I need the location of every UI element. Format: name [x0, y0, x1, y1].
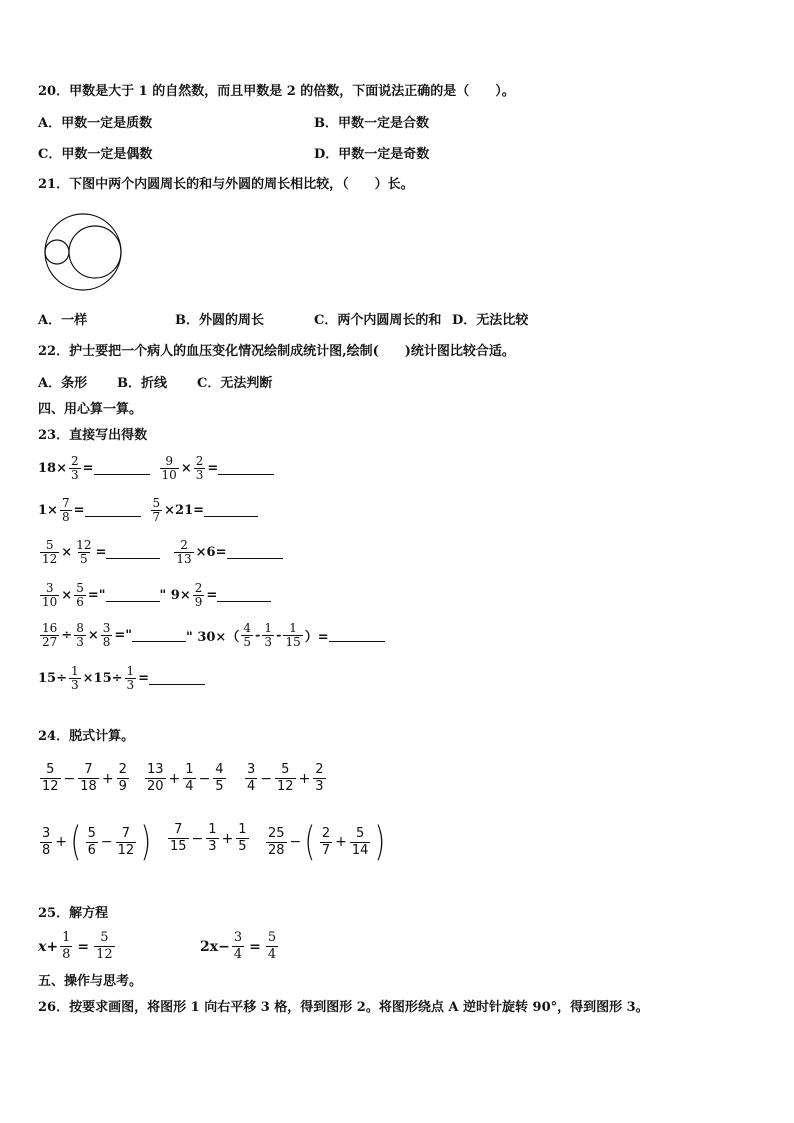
numerator: 5 [87, 825, 96, 841]
answer-blank[interactable] [132, 629, 186, 642]
denominator: 5 [80, 552, 88, 566]
fraction [40, 622, 59, 649]
denominator: 3 [126, 678, 135, 692]
calc-row-5 [38, 622, 385, 649]
numerator: 5 [76, 581, 84, 595]
math-token: - [254, 628, 261, 643]
math-token: − [289, 834, 302, 850]
math-token: = [138, 671, 150, 686]
numerator: 5 [45, 538, 54, 552]
denominator: 15 [285, 635, 301, 649]
math-token: = [82, 461, 94, 476]
denominator: 4 [233, 947, 243, 962]
answer-blank[interactable] [106, 546, 160, 559]
numerator: 5 [356, 825, 365, 841]
denominator: 3 [264, 635, 273, 649]
math-token: − [191, 830, 204, 847]
math-token: = [249, 938, 261, 955]
equation-2 [200, 930, 280, 963]
math-token: × [87, 628, 99, 643]
math-token: ×6= [195, 545, 227, 560]
question-21-stem: 21．下图中两个内圆周长的和与外圆的周长相比较，（ ）长。 [38, 177, 414, 192]
denominator: 9 [194, 595, 203, 609]
denominator: 5 [215, 779, 224, 794]
denominator: 9 [118, 779, 127, 794]
math-token: + [101, 770, 114, 787]
math-token: = [95, 545, 107, 560]
math-token: 2x [200, 938, 219, 955]
numerator: 25 [268, 825, 285, 841]
numerator: 5 [46, 762, 55, 777]
math-token: ×15÷ [82, 671, 123, 686]
numerator: 13 [147, 762, 164, 777]
fraction [117, 762, 129, 795]
math-token: = [73, 503, 85, 518]
denominator: 4 [247, 779, 256, 794]
denominator: 3 [208, 839, 217, 854]
fraction [74, 622, 86, 649]
denominator: 20 [147, 779, 164, 794]
denominator: 18 [80, 779, 97, 794]
fraction [101, 622, 113, 649]
answer-blank[interactable] [217, 589, 271, 602]
denominator: 12 [117, 842, 135, 858]
numerator: 5 [152, 496, 161, 510]
denominator: 8 [102, 635, 111, 649]
numerator: 9 [165, 454, 173, 468]
fraction [145, 762, 166, 795]
fraction [283, 622, 302, 649]
math-token: =" [114, 628, 133, 643]
denominator: 6 [87, 842, 96, 858]
answer-blank[interactable] [149, 672, 205, 685]
numerator: 1 [238, 822, 247, 837]
calc-row-3 [38, 539, 283, 566]
numerator: 7 [121, 825, 131, 841]
fraction [183, 762, 195, 795]
denominator: 10 [42, 595, 58, 609]
numerator: 2 [315, 762, 324, 777]
fraction [74, 582, 86, 609]
denominator: 28 [268, 842, 285, 858]
numerator: 2 [70, 454, 79, 468]
fraction [193, 582, 205, 609]
fraction [69, 665, 81, 692]
math-token: =" [87, 588, 106, 603]
fraction [236, 822, 248, 855]
denominator: 12 [96, 947, 113, 962]
numerator: 3 [233, 930, 243, 945]
numerator: 12 [76, 538, 92, 552]
numerator: 4 [243, 621, 251, 635]
numerator: 5 [267, 930, 277, 945]
question-21-option-c: C．两个内圆周长的和 [314, 313, 442, 328]
fraction [60, 497, 72, 524]
denominator: 13 [176, 552, 192, 566]
numerator: 5 [100, 930, 109, 945]
question-20-option-c: C．甲数一定是偶数 [38, 147, 153, 162]
fraction [313, 762, 325, 795]
math-token: − [100, 834, 113, 850]
fraction [160, 455, 179, 482]
question-26-stem: 26．按要求画图，将图形 1 向右平移 3 格，得到图形 2。将图形绕点 A 逆时针旋转 90°，得到图形 3。 [38, 1000, 649, 1015]
expression-6 [264, 819, 388, 865]
right-paren: ) [140, 819, 152, 865]
fraction [151, 497, 163, 524]
right-paren: ) [374, 819, 386, 865]
large-inner-circle [69, 226, 121, 278]
numerator: 16 [42, 621, 58, 635]
math-token: + [221, 830, 234, 847]
fraction [168, 822, 189, 855]
fraction [232, 930, 244, 963]
math-token: 18× [38, 461, 67, 476]
numerator: 7 [84, 762, 93, 777]
math-token: × [180, 461, 192, 476]
answer-blank[interactable] [329, 629, 385, 642]
numerator: 7 [174, 822, 183, 837]
expression-3 [243, 762, 328, 795]
answer-blank[interactable] [85, 504, 141, 517]
denominator: 5 [243, 635, 251, 649]
math-token: × [61, 588, 73, 603]
fraction [245, 762, 257, 795]
calc-row-4 [38, 582, 271, 609]
math-token: ×21= [164, 503, 205, 518]
fraction [116, 826, 137, 859]
fraction [78, 762, 99, 795]
question-24-stem: 24．脱式计算。 [38, 729, 135, 744]
answer-blank[interactable] [106, 589, 160, 602]
math-token: ÷ [61, 628, 73, 643]
denominator: 6 [76, 595, 84, 609]
denominator: 3 [70, 678, 79, 692]
numerator: 1 [264, 621, 273, 635]
fraction [266, 930, 278, 963]
fraction [275, 762, 296, 795]
fraction [194, 455, 206, 482]
question-20-option-d: D．甲数一定是奇数 [314, 147, 430, 162]
numerator: 2 [195, 454, 204, 468]
question-22-stem: 22．护士要把一个病人的血压变化情况绘制成统计图,绘制( )统计图比较合适。 [38, 344, 515, 359]
math-token: ）= [304, 630, 329, 645]
math-token: = [77, 938, 90, 955]
numerator: 1 [62, 930, 71, 945]
fraction [74, 539, 93, 566]
section-5-heading: 五、操作与思考。 [38, 974, 143, 989]
numerator: 1 [126, 664, 135, 678]
math-token: + [55, 834, 68, 850]
numerator: 7 [61, 496, 70, 510]
fraction [86, 826, 98, 859]
fraction [206, 822, 218, 855]
answer-blank[interactable] [227, 546, 283, 559]
denominator: 27 [42, 635, 58, 649]
question-21-option-b: B．外圆的周长 [175, 313, 264, 328]
numerator: 2 [194, 581, 203, 595]
left-paren: ( [70, 819, 82, 865]
math-token: - [276, 628, 282, 643]
calc-row-2 [38, 497, 258, 524]
fraction [69, 455, 81, 482]
denominator: 15 [170, 839, 187, 854]
math-token: + [46, 938, 59, 955]
math-token: = [206, 588, 218, 603]
denominator: 3 [76, 635, 84, 649]
question-25-stem: 25．解方程 [38, 906, 109, 921]
math-token: + [298, 770, 311, 787]
expression-4 [38, 819, 154, 865]
numerator: 3 [247, 762, 256, 777]
fraction [320, 826, 332, 859]
section-4-heading: 四、用心算一算。 [38, 402, 143, 417]
math-token: = [207, 461, 219, 476]
expression-2 [143, 762, 228, 795]
question-21-option-d: D．无法比较 [452, 313, 529, 328]
numerator: 3 [45, 581, 54, 595]
numerator: 2 [180, 538, 188, 552]
denominator: 12 [277, 779, 294, 794]
denominator: 8 [61, 510, 70, 524]
question-23-stem: 23．直接写出得数 [38, 428, 148, 443]
math-token: − [198, 770, 211, 787]
fraction [213, 762, 225, 795]
outer-circle [45, 214, 121, 290]
fraction [94, 930, 115, 963]
denominator: 3 [195, 468, 204, 482]
math-token: + [168, 770, 181, 787]
equation-1 [38, 930, 117, 963]
numerator: 1 [208, 822, 217, 837]
expression-1 [38, 762, 131, 795]
denominator: 7 [152, 510, 161, 524]
numerator: 1 [70, 664, 79, 678]
fraction [40, 826, 52, 859]
denominator: 4 [185, 779, 194, 794]
math-token: − [63, 770, 76, 787]
denominator: 7 [321, 842, 331, 858]
expression-5 [166, 822, 251, 855]
math-token: × [61, 545, 73, 560]
fraction [125, 665, 137, 692]
numerator: 2 [321, 825, 331, 841]
numerator: 8 [76, 621, 84, 635]
calc-row-1 [38, 455, 274, 482]
numerator: 1 [185, 762, 194, 777]
fraction [266, 826, 287, 859]
numerator: 1 [289, 621, 297, 635]
question-20-option-b: B．甲数一定是合数 [314, 116, 429, 131]
left-paren: ( [304, 819, 316, 865]
numerator: 3 [102, 621, 111, 635]
question-22-option-b: B．折线 [117, 376, 167, 391]
circles-figure [42, 211, 124, 293]
denominator: 14 [351, 842, 369, 858]
math-token: " 30×（ [186, 630, 240, 645]
question-22-option-c: C．无法判断 [197, 376, 273, 391]
question-21-option-a: A．一样 [38, 313, 88, 328]
math-token: 1× [38, 503, 58, 518]
calc-row-6 [38, 665, 205, 692]
fraction [174, 539, 193, 566]
question-20-option-a: A．甲数一定是质数 [38, 116, 153, 131]
math-token: " 9× [159, 588, 191, 603]
denominator: 8 [42, 842, 51, 858]
denominator: 4 [267, 947, 277, 962]
denominator: 3 [315, 779, 324, 794]
math-token: + [335, 834, 347, 850]
fraction [40, 762, 61, 795]
denominator: 12 [42, 779, 59, 794]
numerator: 4 [215, 762, 224, 777]
question-22-option-a: A．条形 [38, 376, 88, 391]
denominator: 3 [70, 468, 79, 482]
numerator: 2 [118, 762, 127, 777]
answer-blank[interactable] [204, 504, 258, 517]
math-token: − [260, 770, 273, 787]
small-inner-circle [45, 240, 69, 264]
numerator: 3 [42, 825, 51, 841]
answer-blank[interactable] [218, 462, 274, 475]
fraction [40, 539, 59, 566]
question-20-stem: 20．甲数是大于 1 的自然数，而且甲数是 2 的倍数，下面说法正确的是（ ）。 [38, 84, 515, 99]
denominator: 12 [42, 552, 58, 566]
fraction [40, 582, 59, 609]
numerator: 5 [281, 762, 290, 777]
denominator: 5 [238, 839, 247, 854]
math-token: x [38, 938, 47, 955]
math-token: − [218, 938, 230, 955]
answer-blank[interactable] [94, 462, 150, 475]
denominator: 8 [62, 947, 71, 962]
math-token: 15÷ [38, 671, 67, 686]
fraction [60, 930, 72, 963]
fraction [350, 826, 371, 859]
fraction [241, 622, 253, 649]
denominator: 10 [161, 468, 177, 482]
fraction [262, 622, 274, 649]
